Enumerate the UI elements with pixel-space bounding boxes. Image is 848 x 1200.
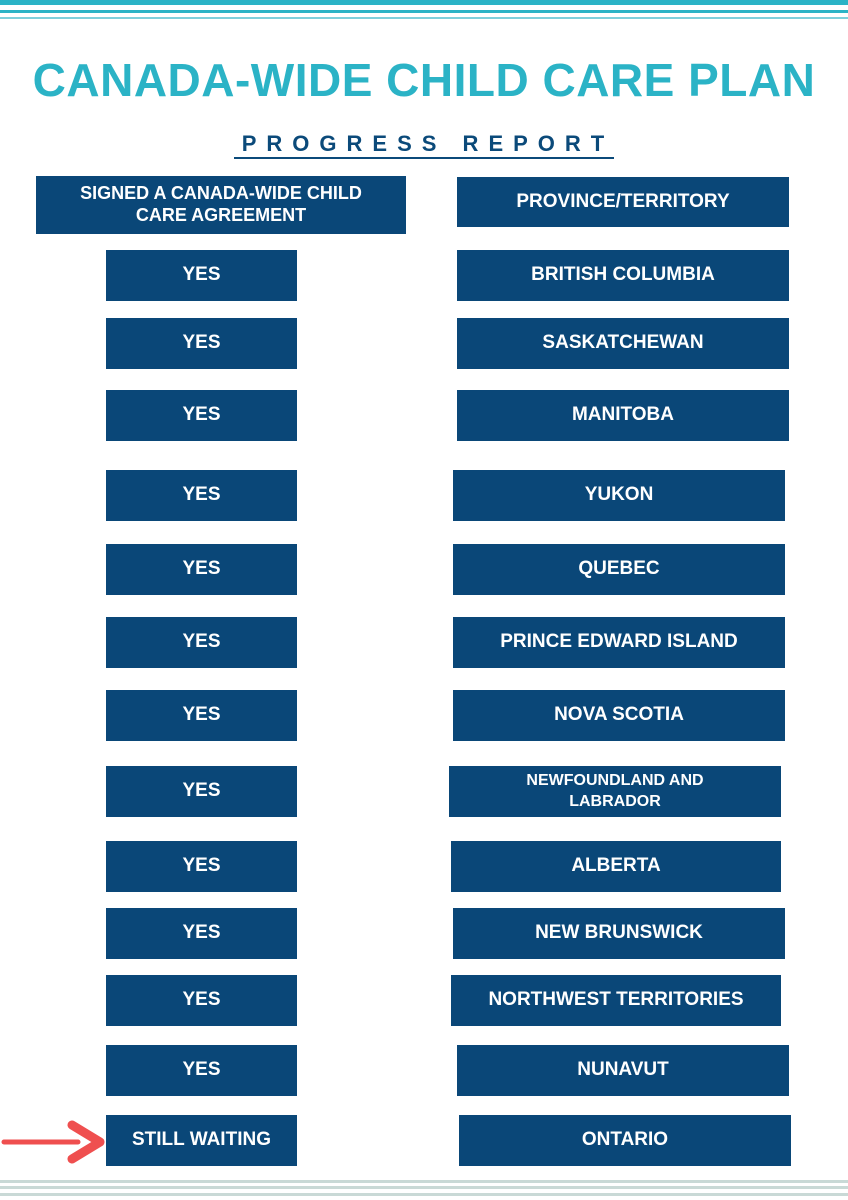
province-cell: NEWFOUNDLAND AND LABRADOR bbox=[449, 766, 781, 817]
status-column-header: SIGNED A CANADA-WIDE CHILD CARE AGREEMENT bbox=[36, 176, 406, 234]
top-stripe-thick bbox=[0, 0, 848, 5]
status-cell: YES bbox=[106, 975, 297, 1026]
province-cell: YUKON bbox=[453, 470, 785, 521]
status-cell: YES bbox=[106, 908, 297, 959]
province-cell: SASKATCHEWAN bbox=[457, 318, 789, 369]
top-stripe-thin bbox=[0, 17, 848, 19]
status-cell: YES bbox=[106, 617, 297, 668]
province-cell: MANITOBA bbox=[457, 390, 789, 441]
status-cell: YES bbox=[106, 841, 297, 892]
status-cell-highlighted: STILL WAITING bbox=[106, 1115, 297, 1166]
status-cell: YES bbox=[106, 544, 297, 595]
province-cell: NOVA SCOTIA bbox=[453, 690, 785, 741]
status-cell: YES bbox=[106, 470, 297, 521]
province-column-header: PROVINCE/TERRITORY bbox=[457, 177, 789, 227]
province-cell: ONTARIO bbox=[459, 1115, 791, 1166]
subtitle-text: PROGRESS REPORT bbox=[234, 131, 614, 159]
bottom-stripe bbox=[0, 1180, 848, 1183]
status-cell: YES bbox=[106, 766, 297, 817]
page-title: CANADA-WIDE CHILD CARE PLAN bbox=[32, 54, 816, 106]
status-cell: YES bbox=[106, 690, 297, 741]
bottom-stripe bbox=[0, 1193, 848, 1196]
province-cell: PRINCE EDWARD ISLAND bbox=[453, 617, 785, 668]
page-subtitle bbox=[0, 130, 848, 161]
top-stripe-medium bbox=[0, 10, 848, 13]
status-cell: YES bbox=[106, 1045, 297, 1096]
bottom-stripe bbox=[0, 1186, 848, 1189]
province-cell: BRITISH COLUMBIA bbox=[457, 250, 789, 301]
arrow-right-icon bbox=[0, 1120, 108, 1164]
province-cell: NEW BRUNSWICK bbox=[453, 908, 785, 959]
status-cell: YES bbox=[106, 390, 297, 441]
province-cell: NUNAVUT bbox=[457, 1045, 789, 1096]
status-cell: YES bbox=[106, 250, 297, 301]
status-cell: YES bbox=[106, 318, 297, 369]
province-cell: QUEBEC bbox=[453, 544, 785, 595]
province-cell: NORTHWEST TERRITORIES bbox=[451, 975, 781, 1026]
province-cell: ALBERTA bbox=[451, 841, 781, 892]
